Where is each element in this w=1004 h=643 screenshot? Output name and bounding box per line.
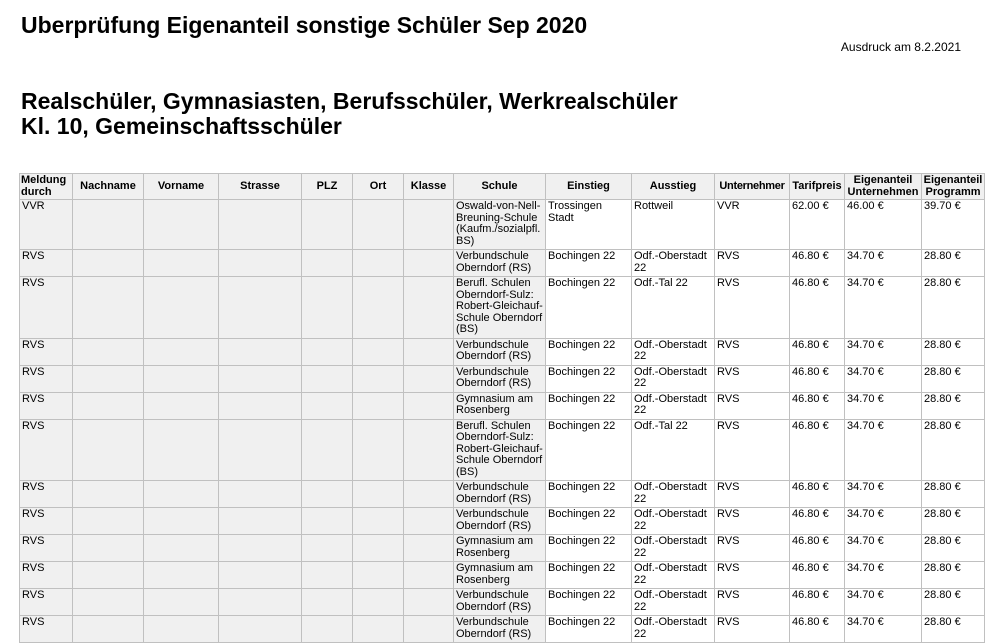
col-ausstieg: Ausstieg [632, 174, 715, 200]
cell-nachname [73, 338, 144, 365]
cell-nachname [73, 481, 144, 508]
cell-ort [353, 338, 404, 365]
cell-tarifpreis: 46.80 € [790, 535, 845, 562]
cell-tarifpreis: 46.80 € [790, 508, 845, 535]
cell-klasse [404, 338, 454, 365]
cell-tarifpreis: 46.80 € [790, 365, 845, 392]
cell-meldung: RVS [20, 338, 73, 365]
cell-schule: Verbundschule Oberndorf (RS) [454, 589, 546, 616]
cell-nachname [73, 616, 144, 643]
cell-plz [302, 200, 353, 250]
cell-meldung: RVS [20, 589, 73, 616]
cell-strasse [219, 338, 302, 365]
cell-nachname [73, 392, 144, 419]
cell-klasse [404, 250, 454, 277]
cell-einstieg: Bochingen 22 [546, 562, 632, 589]
cell-plz [302, 277, 353, 339]
cell-meldung: RVS [20, 277, 73, 339]
cell-klasse [404, 392, 454, 419]
col-unternehmer: Unternehmer [715, 174, 790, 200]
cell-einstieg: Bochingen 22 [546, 481, 632, 508]
cell-plz [302, 562, 353, 589]
cell-ausstieg: Odf.-Oberstadt 22 [632, 616, 715, 643]
cell-ausstieg: Odf.-Oberstadt 22 [632, 562, 715, 589]
cell-nachname [73, 589, 144, 616]
cell-schule: Verbundschule Oberndorf (RS) [454, 508, 546, 535]
cell-eigenanteil-unternehmen: 34.70 € [845, 419, 922, 481]
cell-unternehmer: RVS [715, 392, 790, 419]
cell-strasse [219, 277, 302, 339]
cell-meldung: RVS [20, 365, 73, 392]
cell-ort [353, 392, 404, 419]
cell-tarifpreis: 46.80 € [790, 250, 845, 277]
cell-klasse [404, 419, 454, 481]
cell-tarifpreis: 46.80 € [790, 481, 845, 508]
cell-unternehmer: RVS [715, 419, 790, 481]
cell-strasse [219, 200, 302, 250]
cell-ort [353, 250, 404, 277]
page-title: Uberprüfung Eigenanteil sonstige Schüler Sep 2020 [21, 12, 588, 38]
cell-plz [302, 616, 353, 643]
cell-vorname [144, 419, 219, 481]
cell-vorname [144, 562, 219, 589]
table-row [20, 535, 985, 562]
cell-ort [353, 616, 404, 643]
cell-vorname [144, 481, 219, 508]
cell-klasse [404, 481, 454, 508]
cell-plz [302, 589, 353, 616]
cell-meldung: VVR [20, 200, 73, 250]
cell-unternehmer: RVS [715, 508, 790, 535]
table-header-row [20, 174, 985, 200]
cell-einstieg: Trossingen Stadt [546, 200, 632, 250]
cell-ort [353, 365, 404, 392]
cell-vorname [144, 589, 219, 616]
cell-unternehmer: RVS [715, 250, 790, 277]
cell-ort [353, 419, 404, 481]
cell-ausstieg: Odf.-Tal 22 [632, 419, 715, 481]
cell-strasse [219, 365, 302, 392]
subtitle-line-1: Realschüler, Gymnasiasten, Berufsschüler, Werkrealschüler [21, 88, 678, 114]
cell-klasse [404, 616, 454, 643]
cell-strasse [219, 535, 302, 562]
cell-einstieg: Bochingen 22 [546, 338, 632, 365]
cell-ort [353, 589, 404, 616]
cell-eigenanteil-unternehmen: 34.70 € [845, 277, 922, 339]
cell-eigenanteil-programm: 28.80 € [922, 392, 985, 419]
cell-einstieg: Bochingen 22 [546, 535, 632, 562]
table-row [20, 562, 985, 589]
cell-plz [302, 481, 353, 508]
cell-eigenanteil-unternehmen: 34.70 € [845, 616, 922, 643]
cell-unternehmer: RVS [715, 562, 790, 589]
cell-meldung: RVS [20, 392, 73, 419]
cell-eigenanteil-programm: 39.70 € [922, 200, 985, 250]
cell-plz [302, 365, 353, 392]
cell-meldung: RVS [20, 535, 73, 562]
cell-tarifpreis: 46.80 € [790, 392, 845, 419]
cell-schule: Oswald-von-Nell-Breuning-Schule (Kaufm./sozialpfl. BS) [454, 200, 546, 250]
cell-ort [353, 200, 404, 250]
table-row [20, 200, 985, 250]
cell-meldung: RVS [20, 616, 73, 643]
cell-plz [302, 535, 353, 562]
cell-einstieg: Bochingen 22 [546, 589, 632, 616]
cell-nachname [73, 535, 144, 562]
col-plz: PLZ [302, 174, 353, 200]
cell-tarifpreis: 46.80 € [790, 562, 845, 589]
cell-eigenanteil-programm: 28.80 € [922, 508, 985, 535]
print-date: Ausdruck am 8.2.2021 [840, 40, 961, 54]
cell-vorname [144, 338, 219, 365]
cell-vorname [144, 508, 219, 535]
cell-meldung: RVS [20, 419, 73, 481]
cell-eigenanteil-programm: 28.80 € [922, 277, 985, 339]
cell-unternehmer: RVS [715, 616, 790, 643]
col-ort: Ort [353, 174, 404, 200]
cell-strasse [219, 481, 302, 508]
cell-einstieg: Bochingen 22 [546, 277, 632, 339]
cell-vorname [144, 365, 219, 392]
cell-klasse [404, 365, 454, 392]
cell-eigenanteil-unternehmen: 34.70 € [845, 392, 922, 419]
cell-eigenanteil-unternehmen: 34.70 € [845, 338, 922, 365]
cell-nachname [73, 508, 144, 535]
table-row [20, 250, 985, 277]
cell-schule: Gymnasium am Rosenberg [454, 562, 546, 589]
cell-ort [353, 508, 404, 535]
table-row [20, 481, 985, 508]
cell-vorname [144, 392, 219, 419]
col-tarifpreis: Tarifpreis [790, 174, 845, 200]
col-strasse: Strasse [219, 174, 302, 200]
cell-ausstieg: Odf.-Oberstadt 22 [632, 392, 715, 419]
cell-tarifpreis: 46.80 € [790, 338, 845, 365]
cell-eigenanteil-programm: 28.80 € [922, 535, 985, 562]
cell-eigenanteil-programm: 28.80 € [922, 250, 985, 277]
cell-eigenanteil-programm: 28.80 € [922, 616, 985, 643]
cell-nachname [73, 277, 144, 339]
cell-klasse [404, 562, 454, 589]
cell-ausstieg: Odf.-Oberstadt 22 [632, 365, 715, 392]
cell-strasse [219, 392, 302, 419]
cell-ausstieg: Rottweil [632, 200, 715, 250]
cell-klasse [404, 277, 454, 339]
cell-tarifpreis: 46.80 € [790, 616, 845, 643]
cell-plz [302, 250, 353, 277]
table-row [20, 616, 985, 643]
cell-eigenanteil-programm: 28.80 € [922, 481, 985, 508]
students-table [19, 173, 985, 643]
col-eigenanteil-unternehmen: Eigenanteil Unternehmen [845, 174, 922, 200]
subtitle-line-2: Kl. 10, Gemeinschaftsschüler [21, 113, 342, 139]
table-row [20, 392, 985, 419]
cell-meldung: RVS [20, 508, 73, 535]
cell-ausstieg: Odf.-Oberstadt 22 [632, 338, 715, 365]
cell-klasse [404, 200, 454, 250]
cell-eigenanteil-unternehmen: 34.70 € [845, 481, 922, 508]
cell-eigenanteil-unternehmen: 46.00 € [845, 200, 922, 250]
cell-meldung: RVS [20, 250, 73, 277]
cell-unternehmer: VVR [715, 200, 790, 250]
cell-schule: Verbundschule Oberndorf (RS) [454, 338, 546, 365]
cell-unternehmer: RVS [715, 589, 790, 616]
cell-klasse [404, 535, 454, 562]
cell-nachname [73, 250, 144, 277]
cell-schule: Berufl. Schulen Oberndorf-Sulz: Robert-Gleichauf-Schule Oberndorf (BS) [454, 277, 546, 339]
cell-schule: Berufl. Schulen Oberndorf-Sulz: Robert-Gleichauf-Schule Oberndorf (BS) [454, 419, 546, 481]
cell-strasse [219, 616, 302, 643]
cell-schule: Verbundschule Oberndorf (RS) [454, 365, 546, 392]
cell-meldung: RVS [20, 481, 73, 508]
cell-ausstieg: Odf.-Oberstadt 22 [632, 589, 715, 616]
cell-eigenanteil-programm: 28.80 € [922, 589, 985, 616]
cell-meldung: RVS [20, 562, 73, 589]
cell-ausstieg: Odf.-Oberstadt 22 [632, 250, 715, 277]
cell-unternehmer: RVS [715, 338, 790, 365]
cell-eigenanteil-unternehmen: 34.70 € [845, 250, 922, 277]
cell-schule: Verbundschule Oberndorf (RS) [454, 481, 546, 508]
cell-schule: Verbundschule Oberndorf (RS) [454, 616, 546, 643]
cell-schule: Gymnasium am Rosenberg [454, 392, 546, 419]
cell-tarifpreis: 62.00 € [790, 200, 845, 250]
cell-strasse [219, 589, 302, 616]
cell-ausstieg: Odf.-Oberstadt 22 [632, 508, 715, 535]
cell-ort [353, 277, 404, 339]
cell-vorname [144, 277, 219, 339]
cell-eigenanteil-unternehmen: 34.70 € [845, 589, 922, 616]
cell-schule: Verbundschule Oberndorf (RS) [454, 250, 546, 277]
cell-ausstieg: Odf.-Oberstadt 22 [632, 535, 715, 562]
cell-tarifpreis: 46.80 € [790, 277, 845, 339]
page-subtitle [21, 89, 678, 139]
table-row [20, 508, 985, 535]
cell-unternehmer: RVS [715, 277, 790, 339]
cell-klasse [404, 508, 454, 535]
cell-nachname [73, 200, 144, 250]
table-row [20, 589, 985, 616]
cell-eigenanteil-programm: 28.80 € [922, 365, 985, 392]
cell-einstieg: Bochingen 22 [546, 419, 632, 481]
cell-schule: Gymnasium am Rosenberg [454, 535, 546, 562]
col-meldung: Meldung durch [20, 174, 73, 200]
cell-einstieg: Bochingen 22 [546, 392, 632, 419]
cell-einstieg: Bochingen 22 [546, 365, 632, 392]
cell-einstieg: Bochingen 22 [546, 250, 632, 277]
cell-eigenanteil-unternehmen: 34.70 € [845, 562, 922, 589]
col-nachname: Nachname [73, 174, 144, 200]
cell-vorname [144, 535, 219, 562]
cell-tarifpreis: 46.80 € [790, 589, 845, 616]
col-eigenanteil-programm: Eigenanteil Programm [922, 174, 985, 200]
cell-ort [353, 562, 404, 589]
cell-einstieg: Bochingen 22 [546, 616, 632, 643]
cell-eigenanteil-unternehmen: 34.70 € [845, 535, 922, 562]
cell-unternehmer: RVS [715, 535, 790, 562]
cell-eigenanteil-unternehmen: 34.70 € [845, 508, 922, 535]
cell-eigenanteil-programm: 28.80 € [922, 419, 985, 481]
table-row [20, 277, 985, 339]
cell-plz [302, 338, 353, 365]
cell-strasse [219, 508, 302, 535]
col-vorname: Vorname [144, 174, 219, 200]
cell-vorname [144, 200, 219, 250]
cell-plz [302, 419, 353, 481]
cell-klasse [404, 589, 454, 616]
cell-ausstieg: Odf.-Tal 22 [632, 277, 715, 339]
col-einstieg: Einstieg [546, 174, 632, 200]
cell-eigenanteil-unternehmen: 34.70 € [845, 365, 922, 392]
cell-ort [353, 535, 404, 562]
cell-ausstieg: Odf.-Oberstadt 22 [632, 481, 715, 508]
cell-unternehmer: RVS [715, 481, 790, 508]
cell-plz [302, 392, 353, 419]
cell-nachname [73, 419, 144, 481]
col-schule: Schule [454, 174, 546, 200]
table-body [20, 200, 985, 643]
cell-plz [302, 508, 353, 535]
col-klasse: Klasse [404, 174, 454, 200]
cell-strasse [219, 250, 302, 277]
table-row [20, 365, 985, 392]
cell-ort [353, 481, 404, 508]
cell-eigenanteil-programm: 28.80 € [922, 338, 985, 365]
table-row [20, 419, 985, 481]
cell-strasse [219, 562, 302, 589]
cell-tarifpreis: 46.80 € [790, 419, 845, 481]
cell-eigenanteil-programm: 28.80 € [922, 562, 985, 589]
cell-strasse [219, 419, 302, 481]
cell-vorname [144, 250, 219, 277]
cell-unternehmer: RVS [715, 365, 790, 392]
cell-nachname [73, 562, 144, 589]
cell-einstieg: Bochingen 22 [546, 508, 632, 535]
cell-nachname [73, 365, 144, 392]
cell-vorname [144, 616, 219, 643]
table-row [20, 338, 985, 365]
